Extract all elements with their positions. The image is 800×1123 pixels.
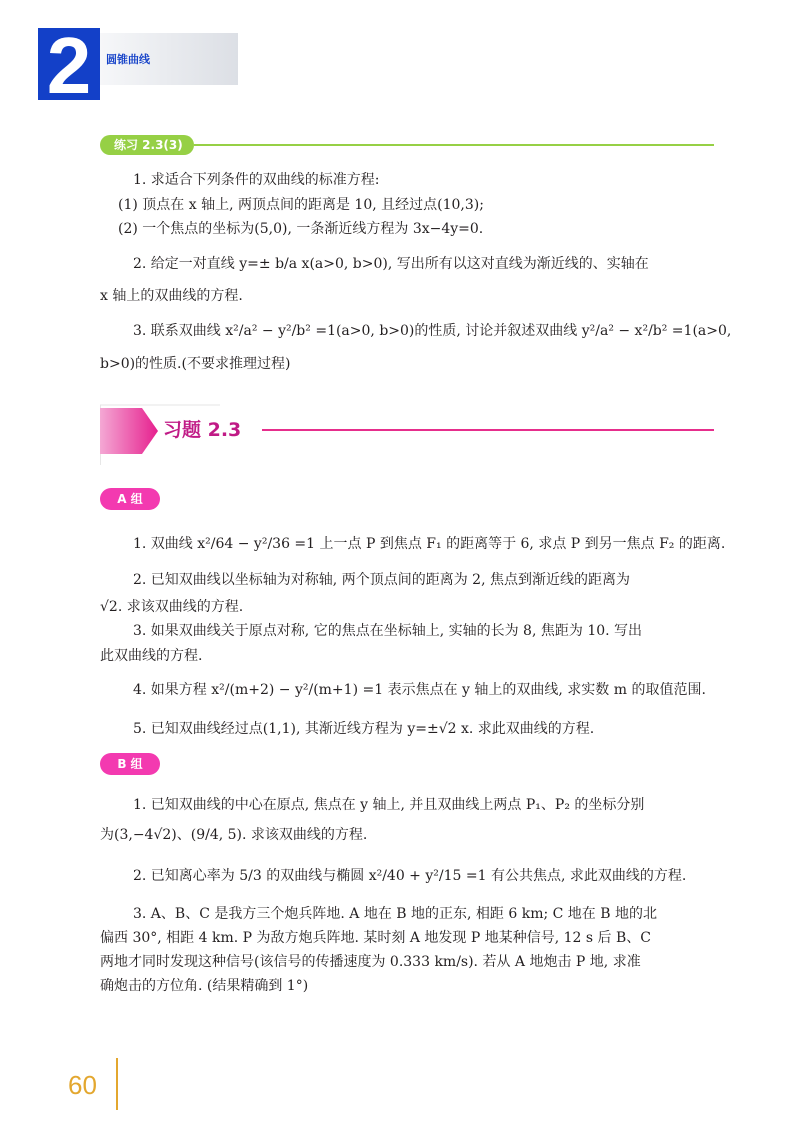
- group-a-line: 4. 如果方程 x²/(m+2) − y²/(m+1) =1 表示焦点在 y 轴上的双曲线, 求实数 m 的取值范围.: [133, 682, 706, 698]
- group-b-line: 1. 已知双曲线的中心在原点, 焦点在 y 轴上, 并且双曲线上两点 P₁、P₂ 的坐标分别: [133, 797, 645, 813]
- exercise-label: 练习 2.3(3): [100, 135, 194, 155]
- group-b-line: 为(3,−4√2)、(9/4, 5). 求该双曲线的方程.: [100, 827, 368, 843]
- chapter-title: 圆锥曲线: [106, 53, 150, 66]
- chapter-number: 2: [46, 21, 92, 110]
- group-b-line: 3. A、B、C 是我方三个炮兵阵地. A 地在 B 地的正东, 相距 6 km; C 地在 B 地的北: [133, 906, 658, 922]
- exercise-divider: [194, 144, 714, 146]
- page-number: 60: [68, 1070, 97, 1100]
- exercise-line: 1. 求适合下列条件的双曲线的标准方程:: [133, 172, 380, 188]
- group-a-line: √2. 求该双曲线的方程.: [100, 599, 244, 615]
- chapter-number-block: [38, 21, 100, 110]
- group-a-line: 5. 已知双曲线经过点(1,1), 其渐近线方程为 y=±√2 x. 求此双曲线的方程.: [133, 721, 595, 737]
- exercise-line: x 轴上的双曲线的方程.: [100, 288, 243, 304]
- problems-arrow-icon: [100, 408, 160, 454]
- exercise-line: (2) 一个焦点的坐标为(5,0), 一条渐近线方程为 3x−4y=0.: [118, 221, 484, 237]
- group-a-line: 1. 双曲线 x²/64 − y²/36 =1 上一点 P 到焦点 F₁ 的距离等于 6, 求点 P 到另一焦点 F₂ 的距离.: [133, 536, 726, 552]
- group-b-line: 2. 已知离心率为 5/3 的双曲线与椭圆 x²/40 + y²/15 =1 有公共焦点, 求此双曲线的方程.: [133, 868, 687, 884]
- problems-divider: [262, 429, 714, 431]
- group-b-line: 确炮击的方位角. (结果精确到 1°): [100, 978, 309, 994]
- group-a-label: A 组: [100, 488, 160, 510]
- exercise-line: (1) 顶点在 x 轴上, 两顶点间的距离是 10, 且经过点(10,3);: [118, 197, 484, 213]
- group-a-line: 2. 已知双曲线以坐标轴为对称轴, 两个顶点间的距离为 2, 焦点到渐近线的距离为: [133, 572, 630, 588]
- exercise-line: 3. 联系双曲线 x²/a² − y²/b² =1(a>0, b>0)的性质, 讨论并叙述双曲线 y²/a² − x²/b² =1(a>0,: [133, 323, 732, 339]
- page-number-divider: [116, 1058, 118, 1110]
- exercise-line: b>0)的性质.(不要求推理过程): [100, 356, 291, 372]
- group-b-label: B 组: [100, 753, 160, 775]
- group-b-line: 两地才同时发现这种信号(该信号的传播速度为 0.333 km/s). 若从 A 地炮击 P 地, 求准: [100, 954, 641, 970]
- exercise-line: 2. 给定一对直线 y=± b/a x(a>0, b>0), 写出所有以这对直线为渐近线的、实轴在: [133, 256, 649, 272]
- group-b-line: 偏西 30°, 相距 4 km. P 为敌方炮兵阵地. 某时刻 A 地发现 P 地某种信号, 12 s 后 B、C: [100, 930, 651, 946]
- group-a-line: 此双曲线的方程.: [100, 648, 203, 664]
- group-a-line: 3. 如果双曲线关于原点对称, 它的焦点在坐标轴上, 实轴的长为 8, 焦距为 10. 写出: [133, 623, 643, 639]
- problems-title: 习题 2.3: [163, 419, 242, 441]
